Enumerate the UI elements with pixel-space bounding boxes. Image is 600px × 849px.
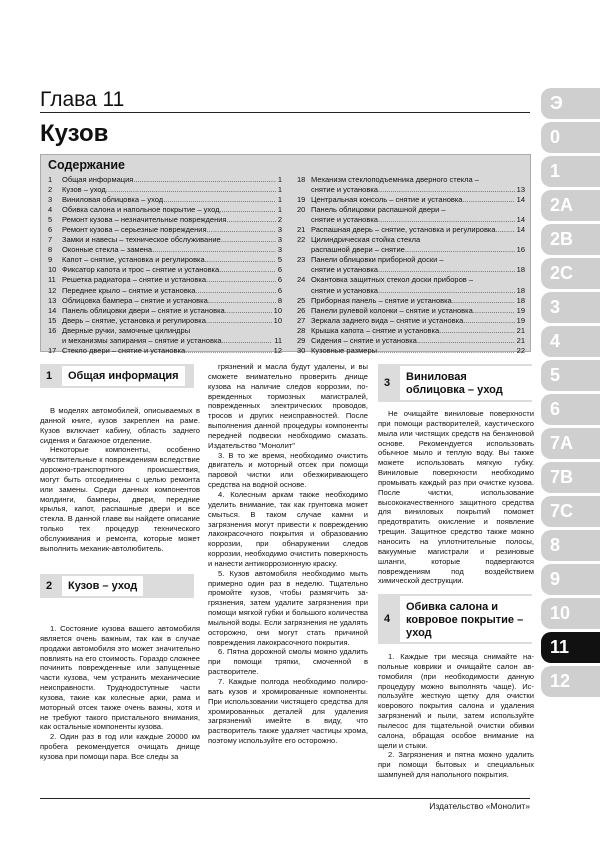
- contents-entry: [297, 336, 525, 346]
- contents-entry-title: снятие и установка: [311, 285, 378, 295]
- contents-leader-dots: [221, 235, 276, 245]
- contents-entry-page: 19: [516, 305, 525, 315]
- contents-entry-number: [297, 245, 311, 255]
- contents-entry-page: 5: [277, 255, 282, 265]
- contents-entry-number: 11: [48, 275, 56, 285]
- section-1-body: [40, 406, 200, 554]
- contents-leader-dots: [206, 316, 272, 326]
- contents-entry: [297, 215, 525, 225]
- contents-entry-number: 28: [297, 325, 306, 335]
- contents-entry: [48, 326, 282, 336]
- contents-entry: [297, 185, 525, 195]
- contents-entry-number: [297, 265, 311, 275]
- contents-leader-dots: [405, 245, 515, 255]
- contents-entry: [297, 275, 525, 285]
- contents-entry-title: Решетка радиатора – снятие и установка: [62, 275, 206, 285]
- contents-entry: [48, 225, 282, 235]
- chapter-tab: 12: [541, 666, 600, 697]
- contents-box: [40, 154, 531, 355]
- contents-entry: [297, 245, 525, 255]
- contents-entry-title: и механизмы запирания – снятие и установка: [62, 335, 222, 345]
- contents-entry: [48, 205, 282, 215]
- contents-entry-title: Обивка салона и напольное покрытие – уход: [62, 205, 220, 215]
- paragraph: 7. Каждые полгода необходимо полировать кузов и хромированные компоненты. При использовании чистящего средства для хромированных деталей для удаления загрязнений имейте в виду, что растворитель также удаляет частицы хрома, поэтому используйте его осторожно.: [208, 677, 368, 746]
- contents-leader-dots: [377, 346, 515, 356]
- contents-left-column: [48, 175, 282, 356]
- contents-entry-title: Цилиндрическая стойка стекла: [311, 235, 421, 245]
- contents-entry-number: 24: [297, 275, 306, 285]
- paragraph: 2. Загрязнения и пятна можно удалить при помощи бытовых и специальных шампуней для напольного покрытия.: [378, 750, 534, 780]
- section-2-body-continued: [208, 362, 368, 746]
- chapter-tab: 3: [541, 292, 600, 323]
- contents-entry: [297, 235, 525, 245]
- contents-leader-dots: [219, 205, 275, 215]
- contents-entry: [48, 195, 282, 205]
- contents-entry-number: 9: [48, 255, 53, 265]
- contents-entry-page: 16: [516, 245, 525, 255]
- contents-entry-page: 3: [277, 225, 282, 235]
- contents-entry-title: Дверь – снятие, установка и регулировка: [62, 315, 206, 325]
- contents-leader-dots: [463, 316, 514, 326]
- chapter-tab: 2А: [541, 190, 600, 221]
- contents-entry-title: Крышка капота – снятие и установка: [311, 325, 440, 335]
- contents-entry-number: 30: [297, 345, 306, 355]
- chapter-tab: 1: [541, 156, 600, 187]
- contents-entry-title: Фиксатор капота и трос – снятие и установка: [62, 265, 220, 275]
- contents-entry-page: 14: [516, 225, 525, 235]
- contents-entry: [48, 175, 282, 185]
- contents-entry-page: 10: [273, 315, 282, 325]
- contents-entry-title: снятие и установка: [311, 265, 378, 275]
- contents-leader-dots: [205, 255, 276, 265]
- contents-entry-number: 25: [297, 295, 306, 305]
- publisher-name: Издательство «Монолит»: [429, 801, 530, 811]
- contents-entry-title: Панель облицовки двери – снятие и установка: [62, 305, 225, 315]
- contents-entry-number: 19: [297, 195, 306, 205]
- contents-leader-dots: [473, 306, 515, 316]
- contents-entry: [48, 265, 282, 275]
- contents-heading: Содержание: [48, 158, 126, 172]
- contents-entry-title: Панели рулевой колонки – снятие и установка: [311, 305, 473, 315]
- paragraph: 6. Пятна дорожной смолы можно удалить при помощи тряпки, смоченной в растворителе.: [208, 647, 368, 677]
- contents-entry-page: 3: [277, 245, 282, 255]
- paragraph: Не очищайте виниловые поверхности при помощи растворителей, каустического мыла или чистящих средств на бензиновой основе. Рекомендуется использовать обычное мыло и теплую воду. Вы также можете использовать мягкую губку. Виниловые поверхности необходимо промывать каждый раз при очистке кузова. После чистки, использование высококачественного защитного средства для виниловых покрытий поможет предотвратить окисление и появление трещин. Защитное средство также можно наносить на уплотнительные полосы, вакуумные магистрали и резиновые шланги, которые подвергаются повреждениям под воздействием химической деструкции.: [378, 409, 534, 586]
- contents-entry-number: 6: [48, 225, 53, 235]
- section-1-header: [40, 364, 194, 388]
- contents-entry-title: Центральная консоль – снятие и установка: [311, 195, 463, 205]
- contents-entry-page: 18: [516, 295, 525, 305]
- contents-entry-number: [48, 336, 62, 346]
- contents-leader-dots: [378, 185, 515, 195]
- contents-entry: [297, 265, 525, 275]
- contents-entry-title: Зеркала заднего вида – снятие и установка: [311, 315, 464, 325]
- footer-rule: [40, 798, 530, 799]
- contents-leader-dots: [378, 286, 515, 296]
- contents-entry: [48, 245, 282, 255]
- contents-entry-number: [297, 286, 311, 296]
- contents-entry-title: Ремонт кузова – серьезные повреждения: [62, 225, 207, 235]
- page-title: Кузов: [40, 120, 109, 147]
- contents-entry-title: снятие и установка: [311, 215, 378, 225]
- contents-entry-page: 6: [277, 265, 282, 275]
- contents-entry-page: 1: [277, 195, 282, 205]
- contents-entry: [297, 205, 525, 215]
- contents-entry-page: 2: [277, 215, 282, 225]
- contents-entry: [48, 185, 282, 195]
- contents-entry-title: Приборная панель – снятие и установка: [311, 295, 452, 305]
- contents-entry-title: Панели облицовки приборной доски –: [311, 255, 444, 265]
- contents-entry-page: 14: [516, 195, 525, 205]
- section-number: 4: [384, 613, 391, 625]
- chapter-tab: 7С: [541, 496, 600, 527]
- contents-entry-title: Оконные стекла – замена: [62, 245, 153, 255]
- contents-entry-title: Облицовка бампера – снятие и установка: [62, 295, 208, 305]
- contents-leader-dots: [378, 215, 515, 225]
- contents-entry-number: 17: [48, 345, 57, 355]
- contents-leader-dots: [106, 185, 276, 195]
- contents-leader-dots: [462, 195, 514, 205]
- section-2-body: [40, 624, 200, 762]
- contents-entry-page: 13: [516, 185, 525, 195]
- contents-entry-number: 12: [48, 285, 57, 295]
- contents-entry-number: 8: [48, 245, 53, 255]
- contents-entry: [297, 286, 525, 296]
- contents-entry-title: Замки и навесы – техническое обслуживание: [62, 235, 221, 245]
- contents-entry-title: Механизм стеклоподъемника дверного стекла –: [311, 175, 479, 184]
- contents-entry: [48, 286, 282, 296]
- contents-entry-title: Капот – снятие, установка и регулировка: [62, 255, 205, 265]
- contents-entry-number: 13: [48, 295, 57, 305]
- contents-entry-number: 21: [297, 225, 306, 235]
- chapter-tabs: [541, 88, 600, 700]
- paragraph: грязнений и масла будут удалены, и вы сможете внимательно проверить днище кузова на наличие следов коррозии, поврежденных тормозных магистралей, поврежденных электрических проводов, тросов и других неисправностей. После выполнения данной процедуры компоненты передней подвески необходимо смазать. Издательство "Монолит": [208, 362, 368, 450]
- section-title: Обивка салона и ковровое покрытие – уход: [400, 596, 532, 642]
- contents-leader-dots: [185, 346, 272, 356]
- contents-entry: [297, 195, 525, 205]
- paragraph: 1. Каждые три месяца снимайте напольные коврики и очищайте салон автомобиля (при необходимости данную процедуру можно выполнять чаще). Используйте жесткую щетку для очистки коврового покрытия салона и удаления загрязнений и пыли, затем используйте пылесос для тщательной очистки обивки салона, обращая особое внимание на щели и стыки.: [378, 652, 534, 750]
- contents-entry-title: Панель облицовки распашной двери –: [311, 205, 446, 215]
- contents-entry-page: 6: [277, 285, 282, 295]
- contents-leader-dots: [417, 336, 515, 346]
- contents-entry: [297, 306, 525, 316]
- section-number: 1: [46, 370, 53, 382]
- section-title: Виниловая облицовка – уход: [400, 366, 532, 400]
- section-4-body: [378, 652, 534, 780]
- contents-entry: [297, 255, 525, 265]
- contents-entry: [48, 346, 282, 356]
- contents-entry: [48, 275, 282, 285]
- contents-entry-number: 14: [48, 305, 57, 315]
- section-2-header: [40, 574, 194, 598]
- contents-entry-page: 1: [277, 205, 282, 215]
- contents-entry-number: 26: [297, 305, 306, 315]
- chapter-tab: 10: [541, 598, 600, 629]
- contents-entry-page: 1: [277, 185, 282, 195]
- paragraph: Некоторые компоненты, особенно чувствительные к повреждениям вследствие дорожно-транспортного происшествия, могут быть отсоединены с целью ремонта или замены. Среди данных компонентов молдинги, бамперы, двери, передние крылья, капот, распашные двери и все стекла. В данной главе вы найдете описание только тех процедур технического обслуживания и ремонта, которые может выполнить механик-автолюбитель.: [40, 445, 200, 553]
- chapter-tab: 11: [541, 632, 600, 663]
- contents-entry-title: Ремонт кузова – незначительные повреждения: [62, 215, 227, 225]
- contents-entry-title: Сидения – снятие и установка: [311, 335, 417, 345]
- section-number: 3: [384, 377, 391, 389]
- contents-entry-title: снятие и установка: [311, 185, 378, 195]
- paragraph: 5. Кузов автомобиля необходимо мыть примерно один раз в неделю. Тщательно промойте кузов, чтобы размягчить загрязнения, затем удалите загрязнения при помощи мягкой губки и большого количества мыльной воды. Если загрязнения не удалять осторожно, они могут стать причиной повреждения лакокрасочного покрытия.: [208, 568, 368, 647]
- chapter-tab: 2В: [541, 224, 600, 255]
- chapter-tab: 0: [541, 122, 600, 153]
- contents-entry-number: 10: [48, 265, 57, 275]
- contents-entry-page: 3: [277, 235, 282, 245]
- chapter-tab: 6: [541, 394, 600, 425]
- contents-entry-title: распашной двери – снятие: [311, 245, 405, 255]
- section-title: Кузов – уход: [62, 576, 143, 596]
- contents-entry-number: 4: [48, 205, 53, 215]
- contents-entry: [48, 306, 282, 316]
- contents-leader-dots: [219, 265, 276, 275]
- contents-entry-title: Переднее крыло – снятие и установка: [62, 285, 196, 295]
- contents-entry-page: 8: [277, 295, 282, 305]
- contents-entry-number: [297, 185, 311, 195]
- paragraph: 4. Колесным аркам также необходимо уделить внимание, так как грунтовка может смыться. В таком случае камни и загрязнения могут привести к повреждению лакокрасочного покрытия и образованию коррозии, при обнаружении следов коррозии, необходимо очистить поверхность и нанести антикоррозионную краску.: [208, 489, 368, 568]
- paragraph: В моделях автомобилей, описываемых в данной книге, кузов закреплен на раме. Кузов включает кабину, область заднего сидения и багажное отделение.: [40, 406, 200, 445]
- contents-entry-title: Распашная дверь – снятие, установка и регулировка: [311, 225, 496, 235]
- contents-entry-number: 29: [297, 335, 306, 345]
- contents-leader-dots: [208, 296, 276, 306]
- contents-entry: [48, 316, 282, 326]
- contents-right-column: [297, 175, 525, 356]
- chapter-tab: 5: [541, 360, 600, 391]
- contents-leader-dots: [207, 225, 276, 235]
- contents-entry-title: Дверные ручки, замочные цилиндры: [62, 325, 191, 335]
- contents-entry-title: Общая информация: [62, 175, 134, 184]
- contents-entry: [48, 235, 282, 245]
- contents-leader-dots: [163, 195, 276, 205]
- contents-entry-number: 20: [297, 205, 306, 215]
- contents-leader-dots: [452, 296, 515, 306]
- contents-entry-page: 11: [274, 335, 282, 345]
- chapter-tab: 7А: [541, 428, 600, 459]
- chapter-tab: Э: [541, 88, 600, 119]
- contents-entry: [48, 296, 282, 306]
- contents-entry-number: 1: [48, 175, 53, 184]
- contents-entry-number: 16: [48, 325, 57, 335]
- contents-leader-dots: [225, 306, 272, 316]
- contents-leader-dots: [152, 245, 276, 255]
- contents-entry-title: Кузов – уход: [62, 185, 106, 195]
- contents-entry-page: 18: [516, 285, 525, 295]
- contents-entry: [297, 346, 525, 356]
- contents-entry-page: 19: [516, 315, 525, 325]
- contents-entry: [297, 316, 525, 326]
- contents-entry-number: 15: [48, 315, 57, 325]
- contents-entry: [48, 215, 282, 225]
- paragraph: 1. Состояние кузова вашего автомобиля является очень важным, так как в случае продажи автомобиля это может значительно повлиять на его стоимость. Гораздо сложнее починить поврежденные или запущенные части кузова, чем устранить механические неисправности. Труднодоступные части кузова, такие как колесные арки, рама и моторный отсек также очень важны, хотя и не требуют такого пристального внимания, как остальные компоненты кузова.: [40, 624, 200, 732]
- contents-entry-title: Виниловая облицовка – уход: [62, 195, 164, 205]
- chapter-tab: 2С: [541, 258, 600, 289]
- contents-entry-number: 5: [48, 215, 53, 225]
- contents-leader-dots: [227, 215, 276, 225]
- contents-entry-number: [297, 215, 311, 225]
- contents-leader-dots: [378, 265, 515, 275]
- chapter-label: Глава 11: [40, 88, 125, 111]
- contents-entry-page: 14: [516, 215, 525, 225]
- chapter-tab: 9: [541, 564, 600, 595]
- contents-leader-dots: [206, 275, 276, 285]
- section-number: 2: [46, 580, 53, 592]
- contents-entry-number: 23: [297, 255, 306, 265]
- section-title: Общая информация: [62, 366, 185, 386]
- contents-entry-page: 1: [277, 175, 282, 184]
- contents-entry-title: Кузовные размеры: [311, 345, 378, 355]
- contents-leader-dots: [195, 286, 275, 296]
- contents-entry: [297, 175, 525, 185]
- contents-entry: [48, 255, 282, 265]
- section-4-header: [378, 594, 532, 644]
- contents-leader-dots: [133, 175, 275, 185]
- section-3-header: [378, 364, 532, 402]
- contents-entry-number: 7: [48, 235, 53, 245]
- contents-entry-number: 18: [297, 175, 306, 184]
- paragraph: 2. Один раз в год или каждые 20000 км пробега рекомендуется очищать днище кузова при помощи пара. Все следы за: [40, 732, 200, 761]
- contents-entry-page: 21: [516, 335, 525, 345]
- contents-entry: [48, 336, 282, 346]
- chapter-tab: 7В: [541, 462, 600, 493]
- contents-entry-page: 21: [516, 325, 525, 335]
- contents-entry-number: 27: [297, 315, 306, 325]
- contents-leader-dots: [439, 326, 515, 336]
- chapter-tab: 4: [541, 326, 600, 357]
- contents-entry-title: Стекло двери – снятие и установка: [62, 345, 186, 355]
- contents-leader-dots: [222, 336, 273, 346]
- header-rule: [40, 112, 530, 113]
- contents-entry: [297, 326, 525, 336]
- contents-entry-page: 18: [516, 265, 525, 275]
- contents-entry-page: 22: [516, 345, 525, 355]
- contents-leader-dots: [496, 225, 515, 235]
- contents-entry-title: Окантовка защитных стекол доски приборов –: [311, 275, 473, 285]
- section-3-body: [378, 409, 534, 586]
- contents-entry-page: 12: [273, 345, 282, 355]
- paragraph: 3. В то же время, необходимо очистить двигатель и моторный отсек при помощи паровой чистки или обезжиривающего средства на водной основе.: [208, 450, 368, 490]
- contents-entry: [297, 296, 525, 306]
- contents-entry-number: 2: [48, 185, 53, 195]
- contents-entry: [297, 225, 525, 235]
- contents-entry-page: 10: [273, 305, 282, 315]
- contents-entry-number: 3: [48, 195, 53, 205]
- chapter-tab: 8: [541, 530, 600, 561]
- contents-entry-number: 22: [297, 235, 306, 245]
- contents-entry-page: 6: [277, 275, 282, 285]
